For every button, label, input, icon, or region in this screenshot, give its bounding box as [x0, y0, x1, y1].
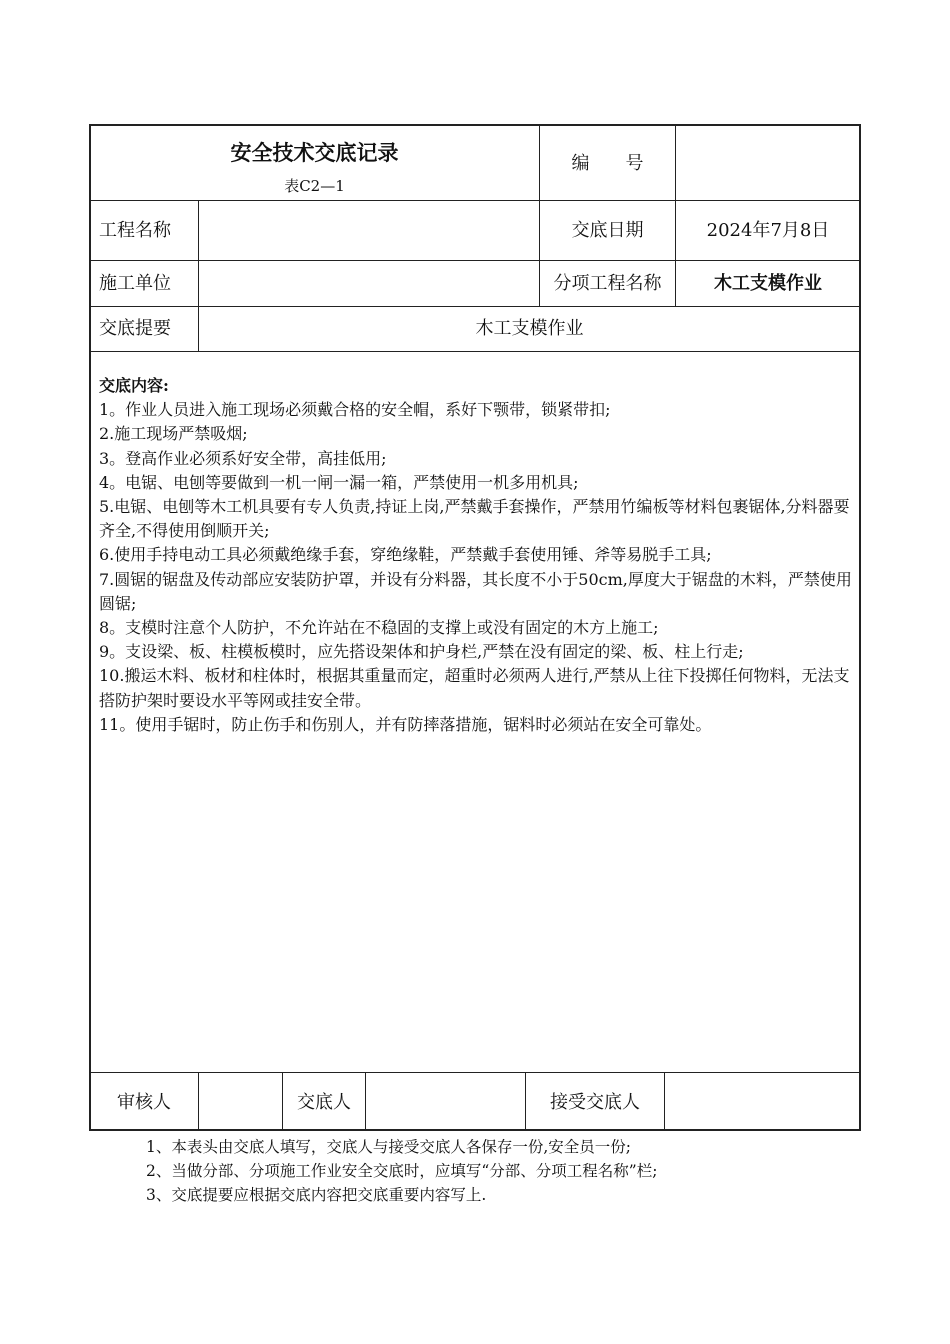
- content-item: 7.圆锯的锯盘及传动部应安装防护罩，并设有分料器，其长度不小于50cm,厚度大于锯盘的木料，严禁使用圆锯;: [99, 569, 852, 613]
- footnote: 2、当做分部、分项施工作业安全交底时，应填写“分部、分项工程名称”栏;: [146, 1162, 658, 1180]
- form-title: 安全技术交底记录: [230, 140, 399, 165]
- row-divider: [90, 351, 860, 352]
- unit-label: 施工单位: [99, 273, 171, 294]
- content-item: 10.搬运木料、板材和柱体时，根据其重量而定，超重时必须两人进行,严禁从上往下投掷任何物料，无法支搭防护架时要设水平等网或挂安全带。: [99, 666, 850, 710]
- subproject-label: 分项工程名称: [553, 273, 662, 294]
- briefing-content: [99, 374, 854, 737]
- content-item: 6.使用手持电动工具必须戴绝缘手套，穿绝缘鞋，严禁戴手套使用锤、斧等易脱手工具;: [99, 545, 712, 565]
- footnote: 1、本表头由交底人填写，交底人与接受交底人各保存一份,安全员一份;: [146, 1138, 632, 1156]
- content-item: 4。电锯、电刨等要做到一机一闸一漏一箱，严禁使用一机多用机具;: [99, 472, 579, 492]
- subproject-value[interactable]: 木工支模作业: [714, 273, 822, 294]
- content-item: 11。使用手锯时，防止伤手和伤别人，并有防摔落措施，锯料时必须站在安全可靠处。: [99, 714, 712, 734]
- col-divider: [365, 1072, 366, 1130]
- number-label: 编 号: [571, 153, 644, 174]
- footnotes: [146, 1135, 657, 1207]
- summary-label: 交底提要: [99, 318, 171, 339]
- content-item: 8。支模时注意个人防护，不允许站在不稳固的支撑上或没有固定的木方上施工;: [99, 618, 659, 638]
- content-item: 3。登高作业必须系好安全带，高挂低用;: [99, 448, 387, 468]
- col-divider: [198, 1072, 199, 1130]
- col-divider: [664, 1072, 665, 1130]
- presenter-label: 交底人: [297, 1092, 351, 1113]
- row-divider: [90, 1072, 860, 1073]
- content-item: 1。作业人员进入施工现场必须戴合格的安全帽，系好下颚带，锁紧带扣;: [99, 400, 611, 420]
- row-divider: [90, 306, 860, 307]
- date-value[interactable]: 2024年7月8日: [706, 220, 830, 241]
- content-item: 2.施工现场严禁吸烟;: [99, 424, 248, 444]
- receiver-label: 接受交底人: [550, 1092, 640, 1113]
- content-heading: 交底内容:: [99, 376, 169, 395]
- summary-value[interactable]: 木工支模作业: [475, 318, 584, 339]
- content-item: 9。支设梁、板、柱模板模时，应先搭设架体和护身栏,严禁在没有固定的梁、板、柱上行走;: [99, 642, 744, 662]
- date-label: 交底日期: [571, 220, 644, 241]
- row-divider: [90, 260, 860, 261]
- row-divider: [90, 200, 860, 201]
- reviewer-label: 审核人: [117, 1092, 171, 1113]
- footnote: 3、交底提要应根据交底内容把交底重要内容写上.: [146, 1186, 487, 1204]
- project-name-label: 工程名称: [99, 220, 171, 241]
- content-item: 5.电锯、电刨等木工机具要有专人负责,持证上岗,严禁戴手套操作，严禁用竹编板等材料包裹锯体,分料器要齐全,不得使用倒顺开关;: [99, 497, 850, 541]
- form-code: 表C2—1: [284, 177, 345, 195]
